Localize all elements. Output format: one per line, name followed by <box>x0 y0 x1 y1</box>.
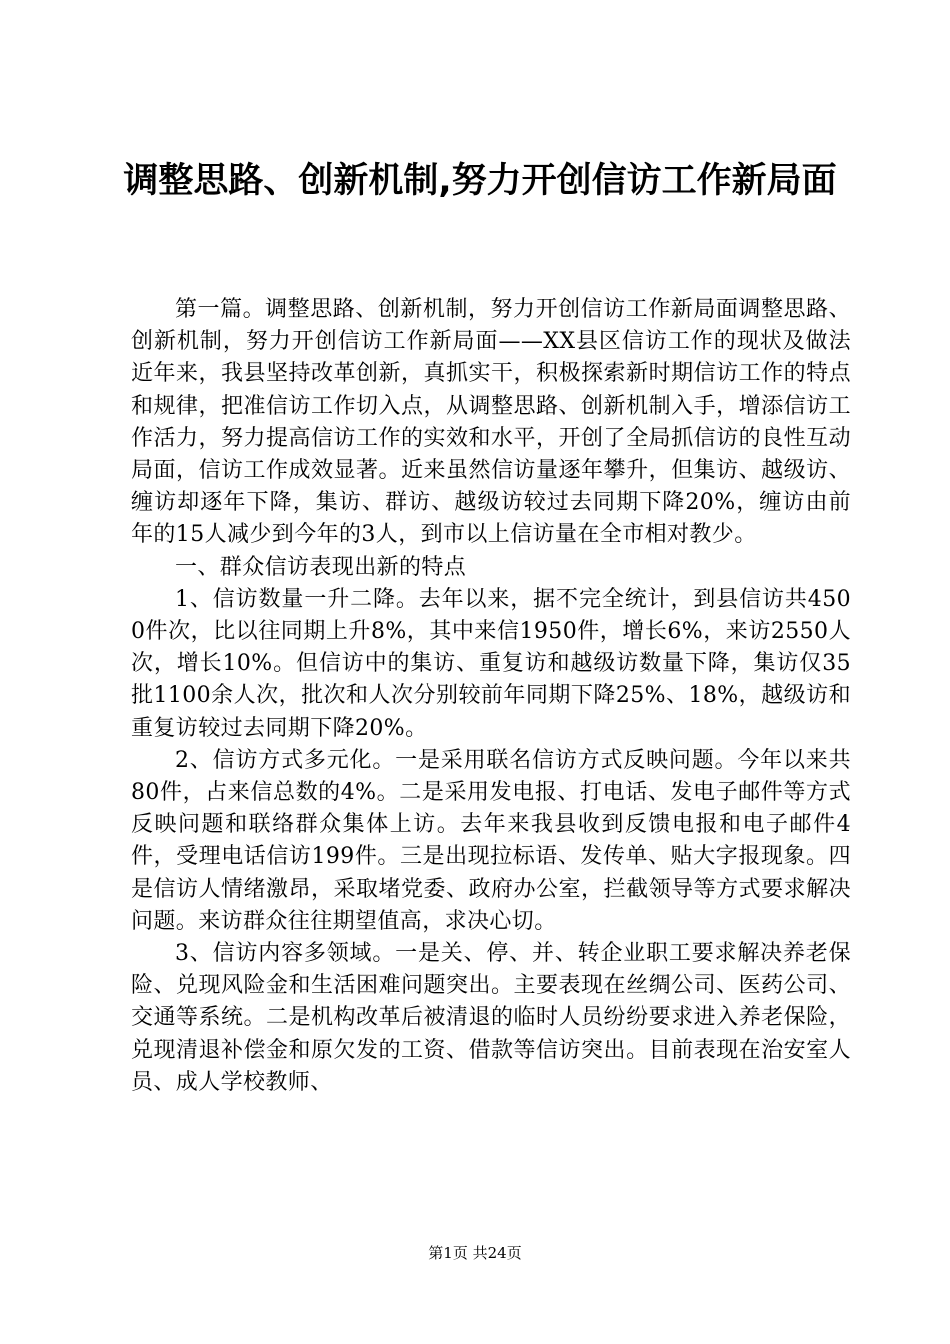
paragraph-point-3: 3、信访内容多领域。一是关、停、并、转企业职工要求解决养老保险、兑现风险金和生活困难问题突出。主要表现在丝绸公司、医药公司、交通等系统。二是机构改革后被清退的临时人员纷纷要求进入养老保险，兑现清退补偿金和原欠发的工资、借款等信访突出。目前表现在治安室人员、成人学校教师、 <box>131 941 851 1095</box>
paragraph-intro: 第一篇。调整思路、创新机制，努力开创信访工作新局面调整思路、创新机制，努力开创信访工作新局面——XX县区信访工作的现状及做法近年来，我县坚持改革创新，真抓实干，积极探索新时期信访工作的特点和规律，把准信访工作切入点，从调整思路、创新机制入手，增添信访工作活力，努力提高信访工作的实效和水平，开创了全局抓信访的良性互动局面，信访工作成效显著。近来虽然信访量逐年攀升，但集访、越级访、缠访却逐年下降，集访、群访、越级访较过去同期下降20%，缠访由前年的15人减少到今年的3人，到市以上信访量在全市相对教少。 <box>131 297 851 548</box>
document-title: 调整思路、创新机制,努力开创信访工作新局面 <box>123 161 837 201</box>
document-body <box>131 294 851 1099</box>
section-heading-1: 一、群众信访表现出新的特点 <box>175 554 467 580</box>
page-number-footer: 第1页 共24页 <box>428 1244 522 1262</box>
paragraph-point-2: 2、信访方式多元化。一是采用联名信访方式反映问题。今年以来共80件，占来信总数的4%。二是采用发电报、打电话、发电子邮件等方式反映问题和联络群众集体上访。去年来我县收到反馈电报和电子邮件4件，受理电话信访199件。三是出现拉标语、发传单、贴大字报现象。四是信访人情绪激昂，采取堵党委、政府办公室，拦截领导等方式要求解决问题。来访群众往往期望值高，求决心切。 <box>131 747 851 934</box>
paragraph-point-1: 1、信访数量一升二降。去年以来，据不完全统计，到县信访共4500件次，比以往同期上升8%，其中来信1950件，增长6%，来访2550人次，增长10%。但信访中的集访、重复访和越级访数量下降，集访仅35批1100余人次，批次和人次分别较前年同期下降25%、18%，越级访和重复访较过去同期下降20%。 <box>131 586 851 741</box>
